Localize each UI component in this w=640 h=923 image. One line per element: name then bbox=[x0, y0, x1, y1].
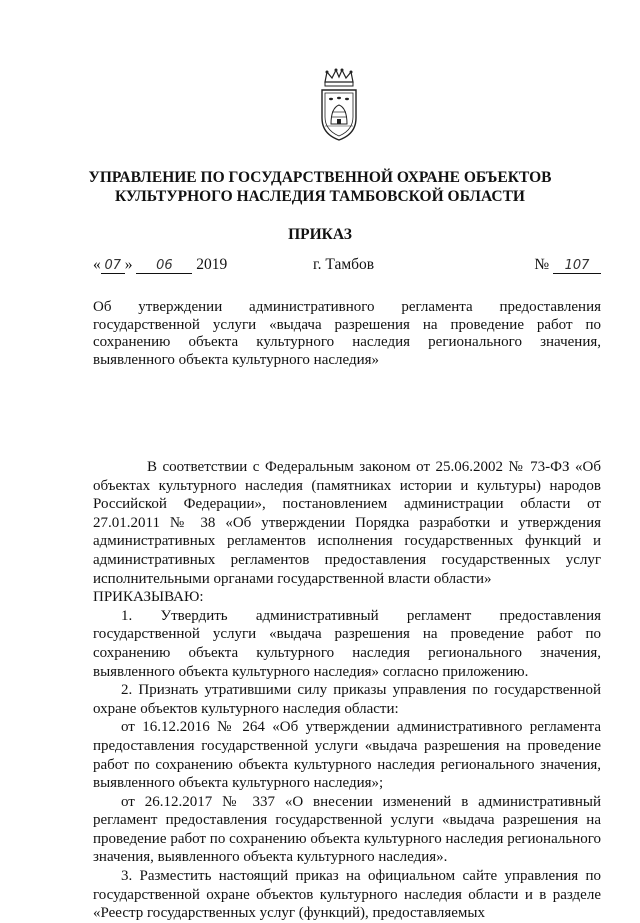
agency-title-line-1: УПРАВЛЕНИЕ ПО ГОСУДАРСТВЕННОЙ ОХРАНЕ ОБЪЕКТОВ bbox=[88, 169, 552, 186]
order-date-year: 2019 bbox=[196, 256, 228, 273]
agency-title bbox=[0, 168, 640, 206]
command-line: ПРИКАЗЫВАЮ: bbox=[93, 589, 204, 606]
order-item-3: 3. Разместить настоящий приказ на официальном сайте управления по государственной охране объектов культурного наследия области и в разделе «Реестр государственных услуг (функций), предоставляемых bbox=[93, 868, 601, 922]
preamble-paragraph: В соответствии с Федеральным законом от 25.06.2002 № 73-ФЗ «Об объектах культурного наследия (памятниках истории и культуры) народов Российской Федерации», постановлением администрации области от 27.01.2011 № 38 «Об утверждении Порядка разработки и утверждения административных регламентов исполнения государственных функций и административных регламентов предоставления государственных услуг исполнительными органами государственной власти области» bbox=[93, 459, 601, 587]
agency-title-line-2: КУЛЬТУРНОГО НАСЛЕДИЯ ТАМБОВСКОЙ ОБЛАСТИ bbox=[115, 188, 525, 205]
order-item-2: 2. Признать утратившими силу приказы управления по государственной охране объектов культурного наследия области: bbox=[93, 682, 601, 717]
order-date-month: 06 bbox=[136, 259, 192, 274]
order-title: ПРИКАЗ bbox=[288, 226, 352, 243]
order-body bbox=[93, 458, 601, 923]
order-number-label: № bbox=[534, 256, 550, 273]
order-meta-row bbox=[93, 256, 601, 278]
order-subject: Об утверждении административного регламента предоставления государственной услуги «выдача разрешения на проведение работ по сохранению объекта культурного наследия регионального значения, выявленного объекта культурного наследия» bbox=[93, 299, 601, 368]
order-item-1: 1. Утвердить административный регламент предоставления государственной услуги «выдача разрешения на проведение работ по сохранению объекта культурного наследия регионального значения, выявленного объекта культурного наследия» согласно приложению. bbox=[93, 607, 601, 680]
order-date-day: 07 bbox=[101, 259, 125, 274]
order-item-2-sub-2: от 26.12.2017 № 337 «О внесении изменений в административный регламент предоставления государственной услуги «выдача разрешения на проведение работ по сохранению объекта культурного наследия регионального значения, выявленного объекта культурного наследия». bbox=[93, 793, 601, 866]
order-date: « 07 » 06 2019 bbox=[93, 256, 228, 273]
order-number bbox=[534, 256, 601, 274]
order-number-value: 107 bbox=[553, 259, 601, 274]
order-item-2-sub-1: от 16.12.2016 № 264 «Об утверждении административного регламента предоставления государственной услуги «выдача разрешения на проведение работ по сохранению объекта культурного наследия регионального значения, выявленного объекта культурного наследия»; bbox=[93, 719, 601, 792]
tambov-coat-of-arms-icon bbox=[317, 68, 361, 144]
order-city: г. Тамбов bbox=[313, 256, 375, 273]
